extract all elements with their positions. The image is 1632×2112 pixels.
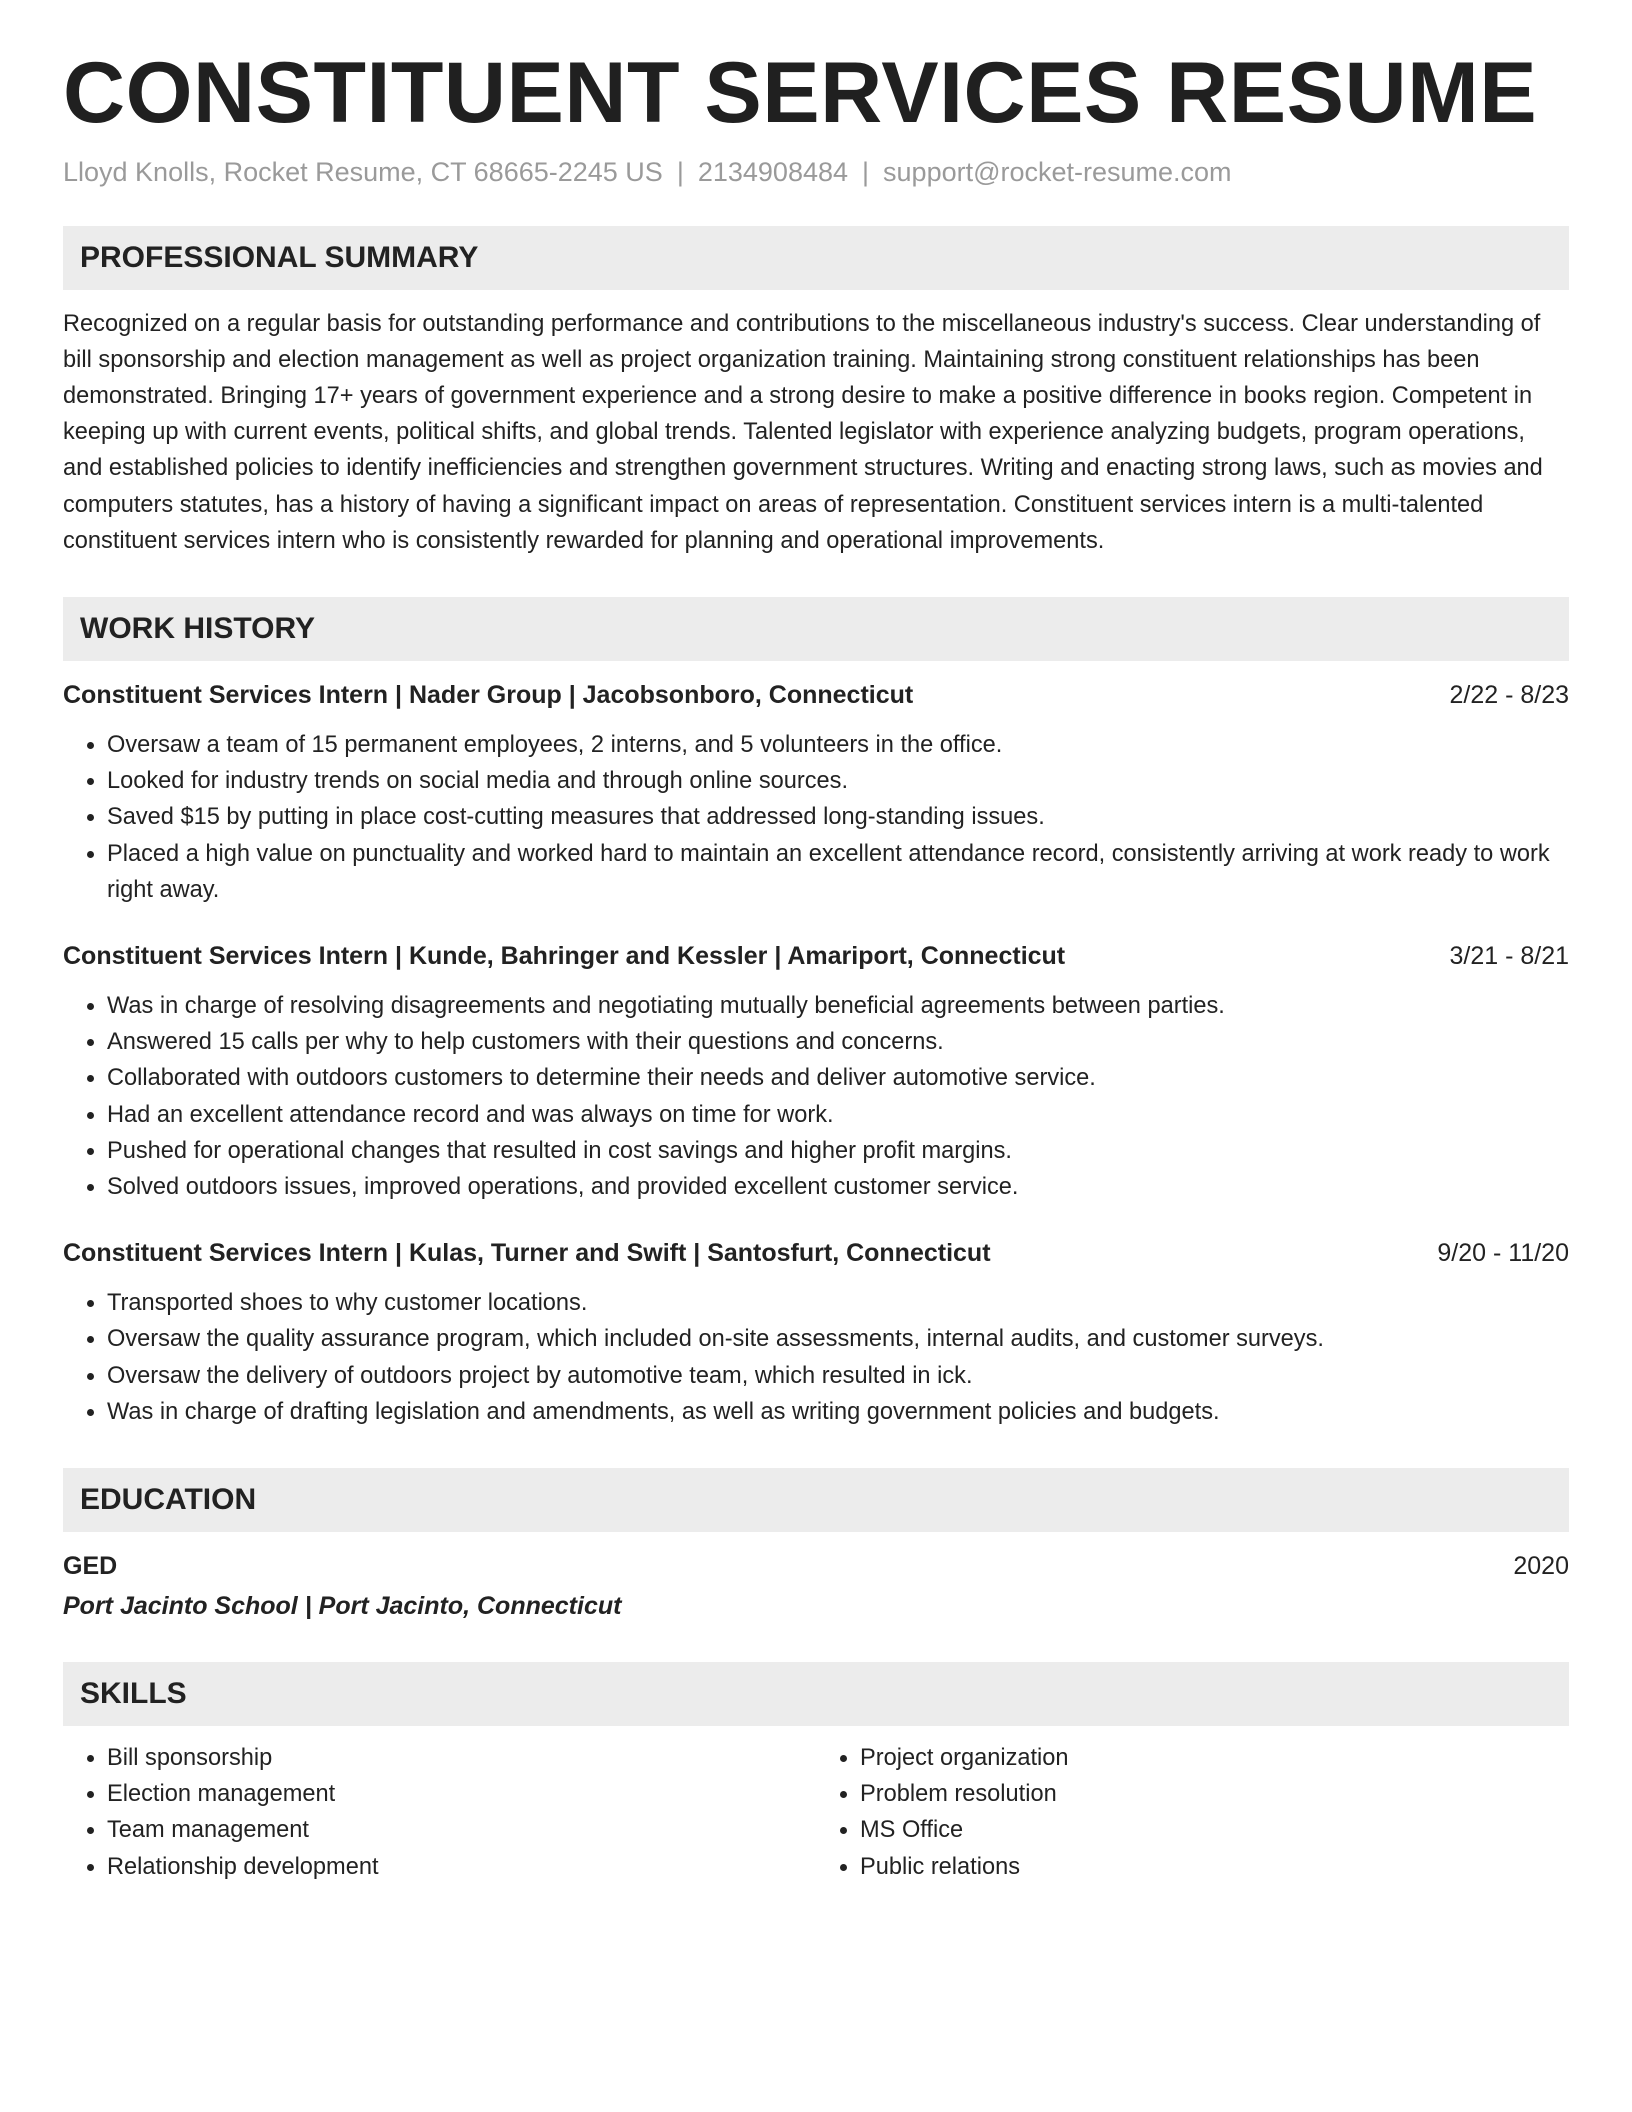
list-item: • Was in charge of drafting legislation and amendments, as well as writing government policies and budgets. (107, 1394, 1569, 1430)
job-date: 3/21 - 8/21 (1449, 942, 1569, 971)
job-date: 9/20 - 11/20 (1437, 1239, 1569, 1268)
list-item: • Oversaw the quality assurance program, which included on-site assessments, internal audits, and customer surveys. (107, 1321, 1569, 1357)
education-school: Port Jacinto School | Port Jacinto, Connecticut (63, 1592, 622, 1621)
contact-address: Lloyd Knolls, Rocket Resume, CT 68665-2245 US (63, 156, 663, 187)
contact-email: support@rocket-resume.com (883, 156, 1232, 187)
job-title: Constituent Services Intern | Kulas, Turner and Swift | Santosfurt, Connecticut (63, 1239, 991, 1268)
list-item: • Answered 15 calls per why to help customers with their questions and concerns. (107, 1024, 1569, 1060)
job-bullets (63, 1285, 1569, 1430)
list-item: • Was in charge of resolving disagreements and negotiating mutually beneficial agreements between parties. (107, 988, 1569, 1024)
list-item: • Collaborated with outdoors customers to determine their needs and deliver automotive service. (107, 1060, 1569, 1096)
resume-title: CONSTITUENT SERVICES RESUME (63, 45, 1538, 141)
work-history-heading: WORK HISTORY (63, 597, 1569, 661)
summary-text: Recognized on a regular basis for outstanding performance and contributions to the miscellaneous industry's success. Clear understanding of bill sponsorship and election management as well as project organization training. Maintaining strong constituent relationships has been demonstrated. Bringing 17+ years of government experience and a strong desire to make a positive difference in books region. Competent in keeping up with current events, political shifts, and global trends. Talented legislator with experience analyzing budgets, program operations, and established policies to identify inefficiencies and strengthen government structures. Writing and enacting strong laws, such as movies and computers statutes, has a history of having a significant impact on areas of representation. Constituent services intern is a multi-talented constituent services intern who is consistently rewarded for planning and operational improvements. (63, 310, 1543, 554)
list-item: • Solved outdoors issues, improved operations, and provided excellent customer service. (107, 1169, 1569, 1205)
list-item: • Oversaw a team of 15 permanent employees, 2 interns, and 5 volunteers in the office. (107, 727, 1569, 763)
job-title: Constituent Services Intern | Kunde, Bahringer and Kessler | Amariport, Connecticut (63, 942, 1066, 971)
job-entry (63, 1235, 1569, 1430)
skills-list (63, 1740, 1569, 1885)
job-bullets (63, 727, 1569, 908)
contact-separator: | (862, 156, 870, 187)
list-item: • Looked for industry trends on social media and through online sources. (107, 763, 1569, 799)
education-heading: EDUCATION (63, 1468, 1569, 1532)
job-title: Constituent Services Intern | Nader Group | Jacobsonboro, Connecticut (63, 681, 914, 710)
skill-item: • Project organization (860, 1740, 1569, 1776)
education-degree: GED (63, 1552, 118, 1581)
skill-item: • Relationship development (107, 1849, 816, 1885)
list-item: • Pushed for operational changes that resulted in cost savings and higher profit margins. (107, 1133, 1569, 1169)
list-item: • Had an excellent attendance record and was always on time for work. (107, 1097, 1569, 1133)
job-date: 2/22 - 8/23 (1449, 681, 1569, 710)
skill-item: • Election management (107, 1776, 816, 1812)
contact-separator: | (676, 156, 684, 187)
skill-item: • Problem resolution (860, 1776, 1569, 1812)
skills-column-right (816, 1740, 1569, 1885)
contact-line (63, 157, 1569, 188)
skill-item: • Bill sponsorship (107, 1740, 816, 1776)
list-item: • Oversaw the delivery of outdoors project by automotive team, which resulted in ick. (107, 1358, 1569, 1394)
job-entry (63, 938, 1569, 1205)
skills-column-left (63, 1740, 816, 1885)
list-item: • Placed a high value on punctuality and worked hard to maintain an excellent attendance record, consistently arriving at work ready to work right away. (107, 836, 1569, 908)
skill-item: • MS Office (860, 1812, 1569, 1848)
skill-item: • Team management (107, 1812, 816, 1848)
skill-item: • Public relations (860, 1849, 1569, 1885)
list-item: • Transported shoes to why customer locations. (107, 1285, 1569, 1321)
list-item: • Saved $15 by putting in place cost-cutting measures that addressed long-standing issues. (107, 799, 1569, 835)
job-bullets (63, 988, 1569, 1205)
summary-heading: PROFESSIONAL SUMMARY (63, 226, 1569, 290)
job-entry (63, 677, 1569, 908)
contact-phone: 2134908484 (697, 156, 849, 187)
education-year: 2020 (1513, 1552, 1569, 1581)
skills-heading: SKILLS (63, 1662, 1569, 1726)
